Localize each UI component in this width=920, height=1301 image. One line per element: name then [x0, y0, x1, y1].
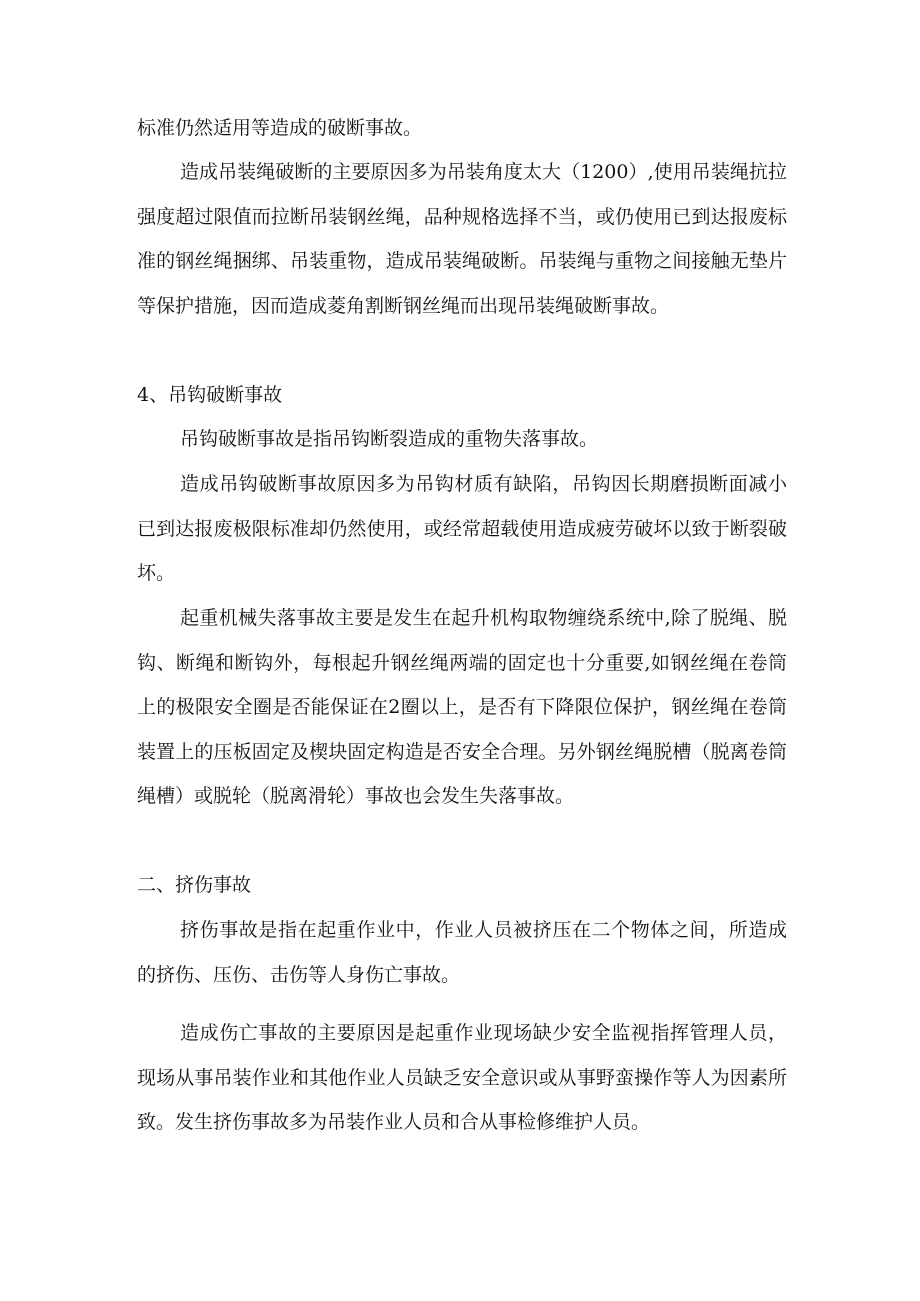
paragraph-hook-break-definition: 吊钩破断事故是指吊钩断裂造成的重物失落事故。 — [180, 428, 599, 450]
paragraph-hook-break-causes: 造成吊钩破断事故原因多为吊钩材质有缺陷，吊钩因长期磨损断面减小已到达报废极限标准却仍然使用，或经常超载使用造成疲劳破坏以致于断裂破坏。 — [137, 473, 787, 584]
paragraph-rope-break-causes: 造成吊装绳破断的主要原因多为吊装角度太大（1200）,使用吊装绳抗拉强度超过限值而拉断吊装钢丝绳，品种规格选择不当，或仍使用已到达报废标准的钢丝绳捆绑、吊装重物，造成吊装绳破断。吊装绳与重物之间接触无垫片等保护措施，因而造成菱角割断钢丝绳而出现吊装绳破断事故。 — [137, 161, 787, 317]
paragraph-continuation: 标准仍然适用等造成的破断事故。 — [137, 117, 423, 139]
section-heading-hook-break: 4、吊钩破断事故 — [137, 384, 283, 406]
section-heading-crush-accidents: 二、挤伤事故 — [137, 874, 252, 896]
paragraph-crush-definition: 挤伤事故是指在起重作业中，作业人员被挤压在二个物体之间，所造成的挤伤、压伤、击伤等人身伤亡事故。 — [137, 919, 787, 986]
paragraph-crush-causes: 造成伤亡事故的主要原因是起重作业现场缺少安全监视指挥管理人员，现场从事吊装作业和其他作业人员缺乏安全意识或从事野蛮操作等人为因素所致。发生挤伤事故多为吊装作业人员和合从事检修维护人员。 — [137, 1022, 787, 1133]
paragraph-falling-accidents: 起重机械失落事故主要是发生在起升机构取物缠绕系统中,除了脱绳、脱钩、断绳和断钩外，每根起升钢丝绳两端的固定也十分重要,如钢丝绳在卷筒上的极限安全圈是否能保证在2圈以上，是否有下降限位保护，钢丝绳在卷筒装置上的压板固定及楔块固定构造是否安全合理。另外钢丝绳脱槽（脱离卷筒绳槽）或脱轮（脱离滑轮）事故也会发生失落事故。 — [137, 607, 787, 807]
